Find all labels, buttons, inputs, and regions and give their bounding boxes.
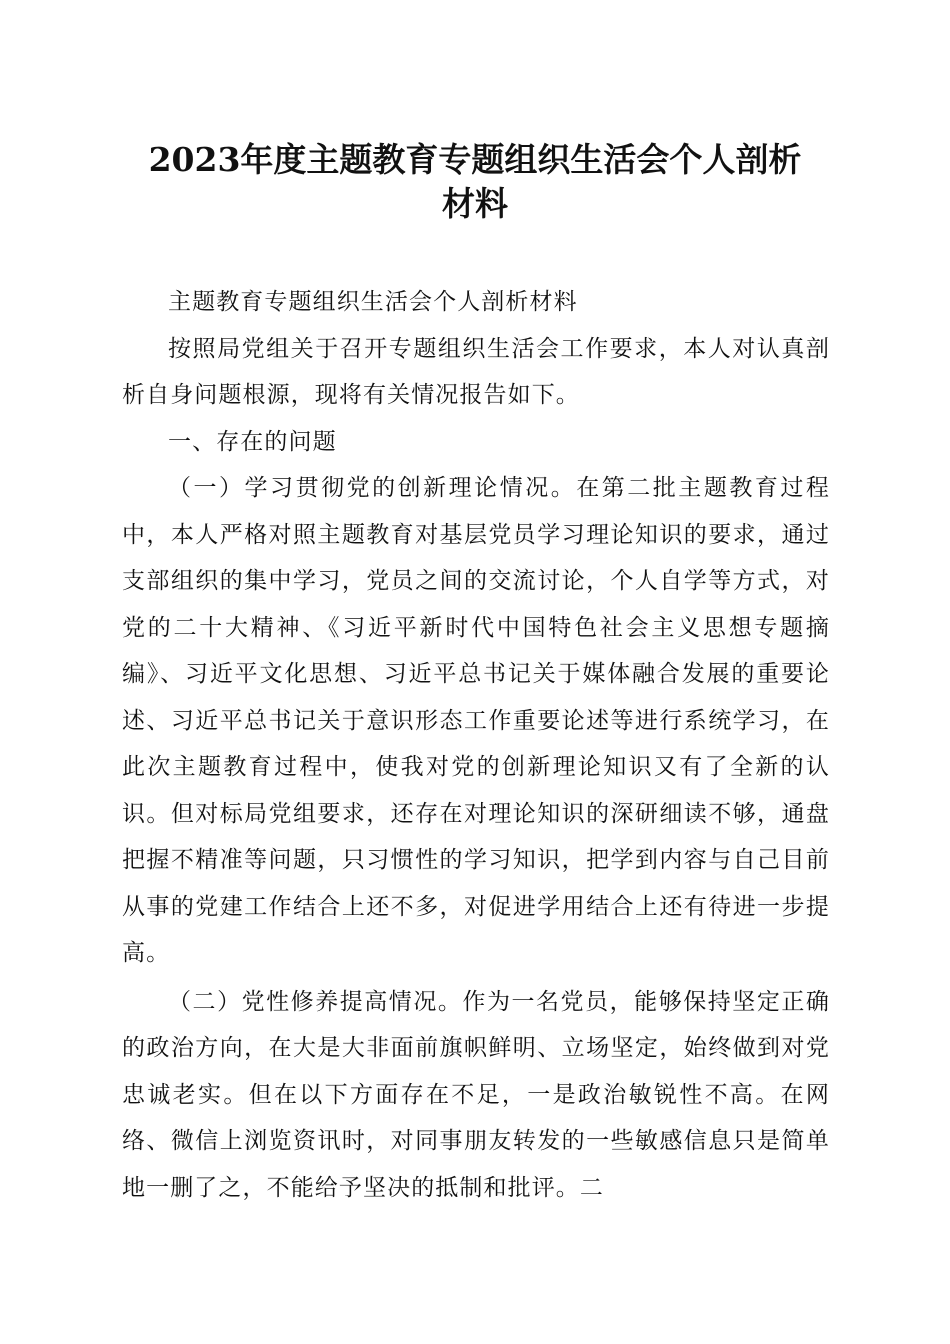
intro-paragraph: 按照局党组关于召开专题组织生活会工作要求，本人对认真剖析自身问题根源，现将有关情况报告如下。 xyxy=(122,335,830,408)
item-2-lead: （二）党性修养提高情况。 xyxy=(168,988,463,1015)
document-subtitle: 主题教育专题组织生活会个人剖析材料 xyxy=(168,289,578,315)
item-2-text: 作为一名党员，能够保持坚定正确的政治方向，在大是大非面前旗帜鲜明、立场坚定，始终做到对党忠诚老实。但在以下方面存在不足，一是政治敏锐性不高。在网络、微信上浏览资讯时，对同事朋友转发的一些敏感信息只是简单地一删了之，不能给予坚决的抵制和批评。二 xyxy=(122,988,831,1201)
paragraph-item-2 xyxy=(122,979,830,1212)
document-title-line-1: 2023年度主题教育专题组织生活会个人剖析 xyxy=(148,140,802,179)
document-title-line-2: 材料 xyxy=(442,184,508,223)
item-1-lead: （一）学习贯彻党的创新理论情况。 xyxy=(168,475,577,501)
item-1-text: 在第二批主题教育过程中，本人严格对照主题教育对基层党员学习理论知识的要求，通过支部组织的集中学习，党员之间的交流讨论，个人自学等方式，对党的二十大精神、《习近平新时代中国特色社会主义思想专题摘编》、习近平文化思想、习近平总书记关于媒体融合发展的重要论述、习近平总书记关于意识形态工作重要论述等进行系统学习，在此次主题教育过程中，使我对党的创新理论知识又有了全新的认识。但对标局党组要求，还存在对理论知识的深研细读不够，通盘把握不精准等问题，只习惯性的学习知识，把学到内容与自己目前从事的党建工作结合上还不多，对促进学用结合上还有待进一步提高。 xyxy=(122,475,830,966)
section-heading-problems: 一、存在的问题 xyxy=(168,428,337,455)
paragraph-item-1 xyxy=(122,465,830,977)
document-body xyxy=(122,279,830,1211)
